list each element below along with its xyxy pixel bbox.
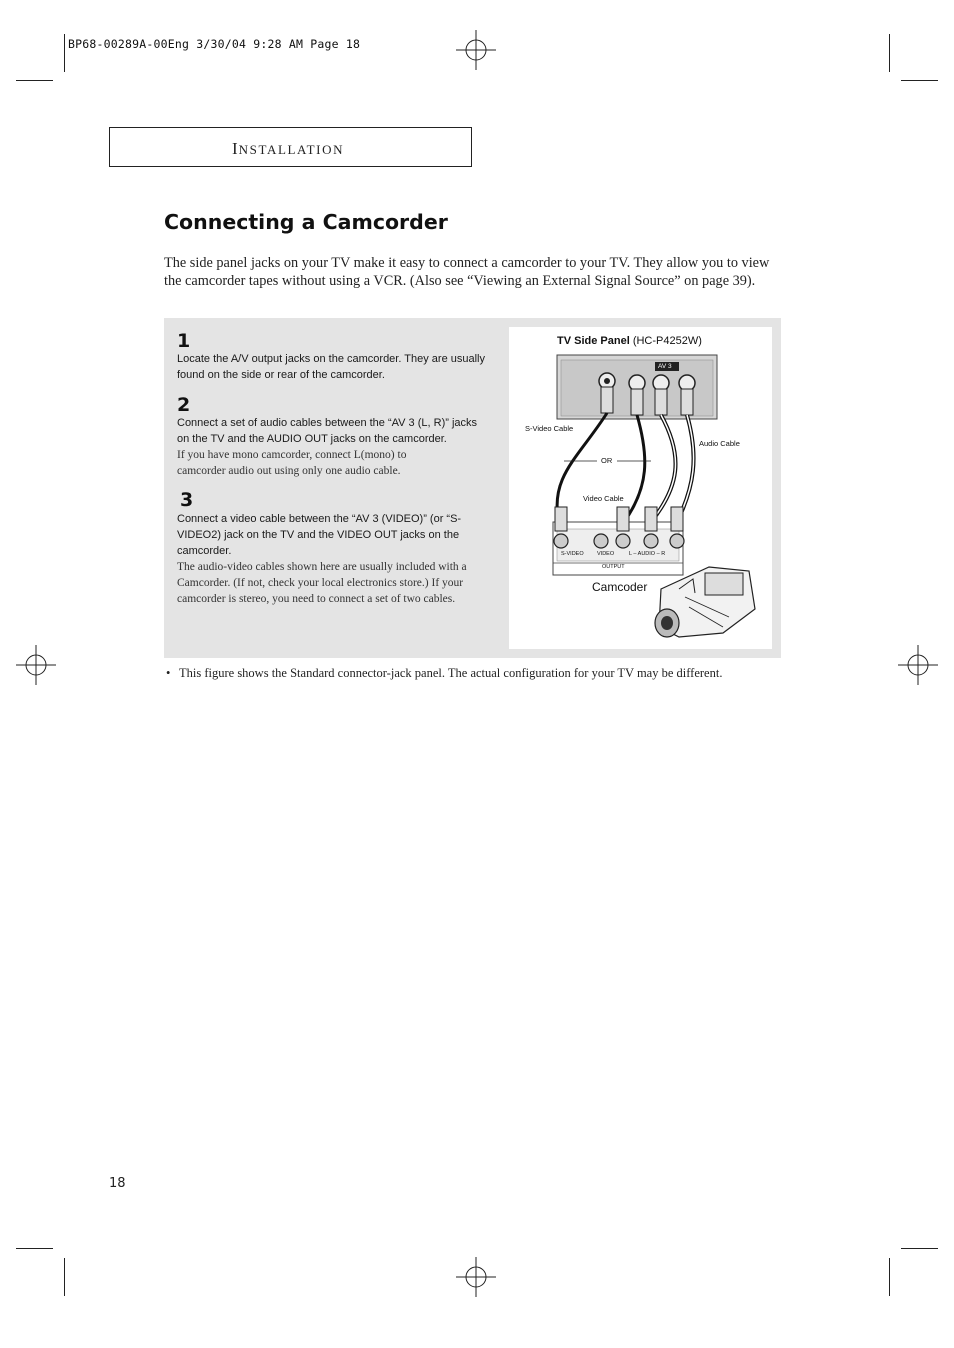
registration-mark-icon: [456, 30, 496, 70]
registration-mark-icon: [456, 1257, 496, 1297]
jack-video-label: VIDEO: [597, 551, 615, 557]
section-header: [109, 127, 472, 167]
step-number: 1: [177, 330, 191, 352]
step-note: If you have mono camcorder, connect L(mono) to camcorder audio out using only one audio cable.: [177, 449, 407, 477]
bullet-icon: •: [166, 666, 171, 680]
step-text: Connect a set of audio cables between the “AV 3 (L, R)” jacks on the TV and the AUDIO OUT jacks on the camcorder.: [177, 417, 478, 445]
video-cable-label: Video Cable: [583, 494, 624, 503]
figure-note: • This figure shows the Standard connector-jack panel. The actual configuration for your TV may be different.: [166, 666, 723, 680]
step-number: 3: [180, 489, 194, 511]
section-label: INSTALLATION: [232, 139, 345, 158]
or-label: OR: [601, 456, 613, 465]
figure-title: TV Side Panel (HC-P4252W): [557, 335, 702, 347]
page-title: Connecting a Camcorder: [164, 210, 448, 234]
intro-paragraph: The side panel jacks on your TV make it easy to connect a camcorder to your TV. They allow you to view the camcorder tapes without using a VCR. (Also see “Viewing an External Signal Source” on page 39).: [164, 255, 770, 289]
output-label: OUTPUT: [602, 564, 625, 570]
page-number: 18: [109, 1176, 126, 1191]
crop-mark: [16, 80, 53, 81]
camcorder-icon: [655, 567, 755, 637]
registration-mark-icon: [898, 645, 938, 685]
step-text: Locate the A/V output jacks on the camcorder. They are usually found on the side or rear of the camcorder.: [177, 353, 485, 381]
step-note: The audio-video cables shown here are usually included with a Camcorder. (If not, check your local electronics store.) If your camcorder is stereo, you need to connect a set of two cables.: [177, 561, 467, 605]
registration-mark-icon: [16, 645, 56, 685]
jack-svideo-label: S-VIDEO: [561, 551, 584, 557]
crop-mark: [64, 1258, 65, 1296]
print-header: BP68-00289A-00Eng 3/30/04 9:28 AM Page 18: [68, 37, 361, 51]
svideo-cable-label: S-Video Cable: [525, 424, 574, 433]
crop-mark: [889, 34, 890, 72]
instructions-panel: [164, 318, 781, 658]
crop-mark: [16, 1248, 53, 1249]
crop-mark: [901, 80, 938, 81]
crop-mark: [889, 1258, 890, 1296]
jack-audio-label: L – AUDIO – R: [629, 551, 666, 557]
connection-diagram: [509, 327, 772, 649]
connection-figure: [509, 327, 772, 649]
crop-mark: [64, 34, 65, 72]
av3-badge: AV 3: [658, 363, 672, 370]
camcorder-label: Camcoder: [592, 580, 648, 594]
audio-cable-label: Audio Cable: [699, 439, 740, 448]
step-number: 2: [177, 394, 191, 416]
crop-mark: [901, 1248, 938, 1249]
step-text: Connect a video cable between the “AV 3 (VIDEO)” (or “S-VIDEO2) jack on the TV and the VIDEO OUT jacks on the camcorder.: [177, 513, 462, 557]
